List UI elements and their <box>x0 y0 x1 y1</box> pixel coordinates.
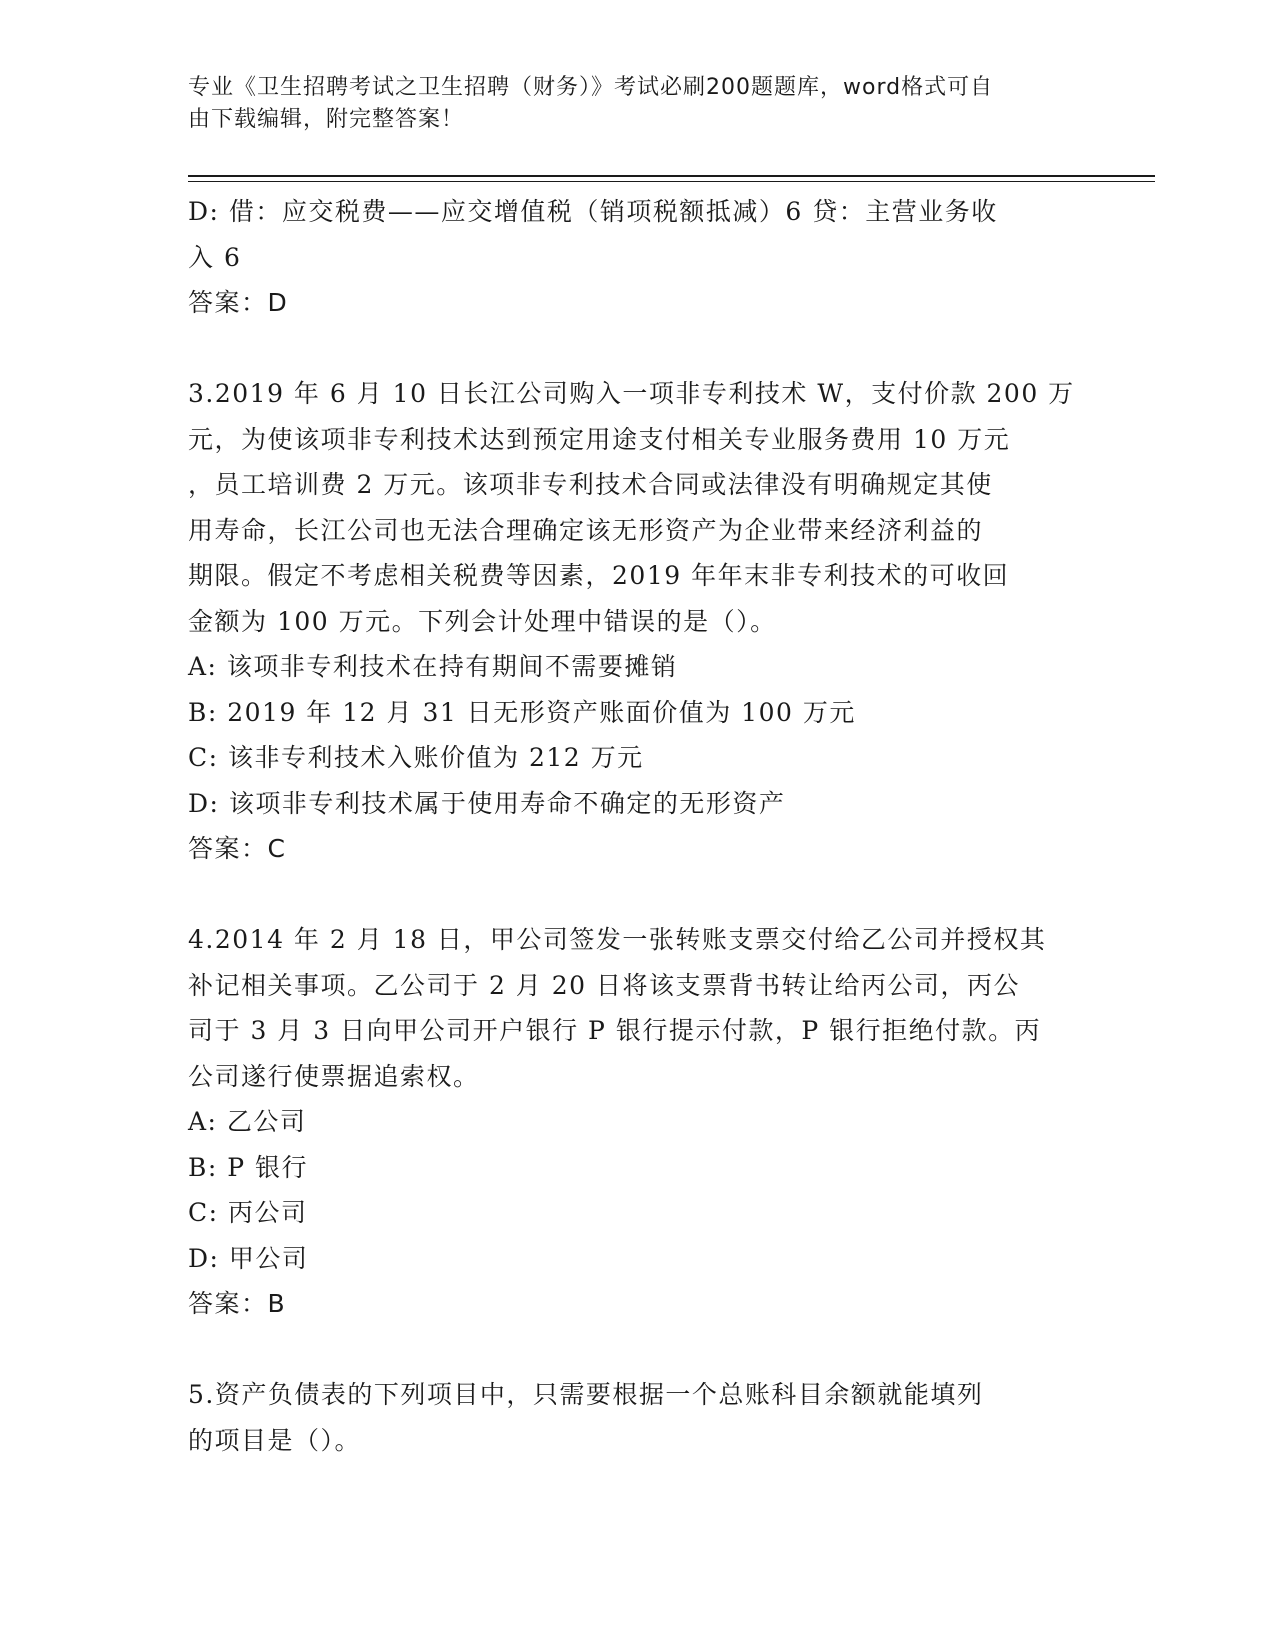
question-stem-line: 金额为 100 万元。下列会计处理中错误的是（）。 <box>188 606 777 636</box>
header-divider-thin <box>188 181 1155 182</box>
question-2-tail <box>188 189 1088 326</box>
header-divider-thick <box>188 175 1155 177</box>
question-stem-line: ，员工培训费 2 万元。该项非专利技术合同或法律没有明确规定其使 <box>188 470 993 499</box>
question-stem-line: 的项目是（）。 <box>188 1425 362 1455</box>
header-line-1: 专业《卫生招聘考试之卫生招聘（财务）》考试必刷200题题库，word格式可自 <box>188 75 994 100</box>
option-b: B: 2019 年 12 月 31 日无形资产账面价值为 100 万元 <box>188 697 856 727</box>
question-stem-line: 元，为使该项非专利技术达到预定用途支付相关专业服务费用 10 万元 <box>188 424 1011 454</box>
header-line-2: 由下载编辑，附完整答案！ <box>188 107 465 132</box>
option-d: D: 甲公司 <box>188 1243 309 1273</box>
question-3 <box>188 371 1088 872</box>
option-c: C: 丙公司 <box>188 1198 308 1227</box>
question-stem-line: 3.2019 年 6 月 10 日长江公司购入一项非专利技术 W，支付价款 200 万 <box>188 379 1075 408</box>
question-5 <box>188 1372 1088 1463</box>
option-a: A: 乙公司 <box>188 1107 307 1136</box>
option-a: A: 该项非专利技术在持有期间不需要摊销 <box>188 652 678 681</box>
question-stem-line: 补记相关事项。乙公司于 2 月 20 日将该支票背书转让给丙公司，丙公 <box>188 970 1021 1000</box>
question-stem-line: 用寿命，长江公司也无法合理确定该无形资产为企业带来经济利益的 <box>188 515 984 545</box>
question-4 <box>188 917 1088 1327</box>
paragraph-gap <box>188 872 1088 918</box>
question-stem-line: 司于 3 月 3 日向甲公司开户银行 P 银行提示付款，P 银行拒绝付款。丙 <box>188 1016 1042 1045</box>
option-c: C: 该非专利技术入账价值为 212 万元 <box>188 743 644 772</box>
paragraph-gap <box>188 326 1088 372</box>
question-stem-line: 公司遂行使票据追索权。 <box>188 1061 480 1091</box>
question-stem-line: 期限。假定不考虑相关税费等因素，2019 年年末非专利技术的可收回 <box>188 561 1010 590</box>
answer-line: 答案：B <box>188 1289 287 1318</box>
page-header <box>188 72 1068 136</box>
question-stem-line: 5.资产负债表的下列项目中，只需要根据一个总账科目余额就能填列 <box>188 1380 984 1409</box>
option-b: B: P 银行 <box>188 1152 309 1182</box>
answer-line: 答案：D <box>188 288 289 317</box>
option-d-continuation: 入 6 <box>188 242 242 272</box>
paragraph-gap <box>188 1327 1088 1373</box>
question-stem-line: 4.2014 年 2 月 18 日，甲公司签发一张转账支票交付给乙公司并授权其 <box>188 925 1047 954</box>
document-body <box>188 189 1088 1463</box>
option-d: D: 借：应交税费——应交增值税（销项税额抵减）6 贷：主营业务收 <box>188 197 998 226</box>
option-d: D: 该项非专利技术属于使用寿命不确定的无形资产 <box>188 788 786 818</box>
answer-line: 答案：C <box>188 834 287 863</box>
